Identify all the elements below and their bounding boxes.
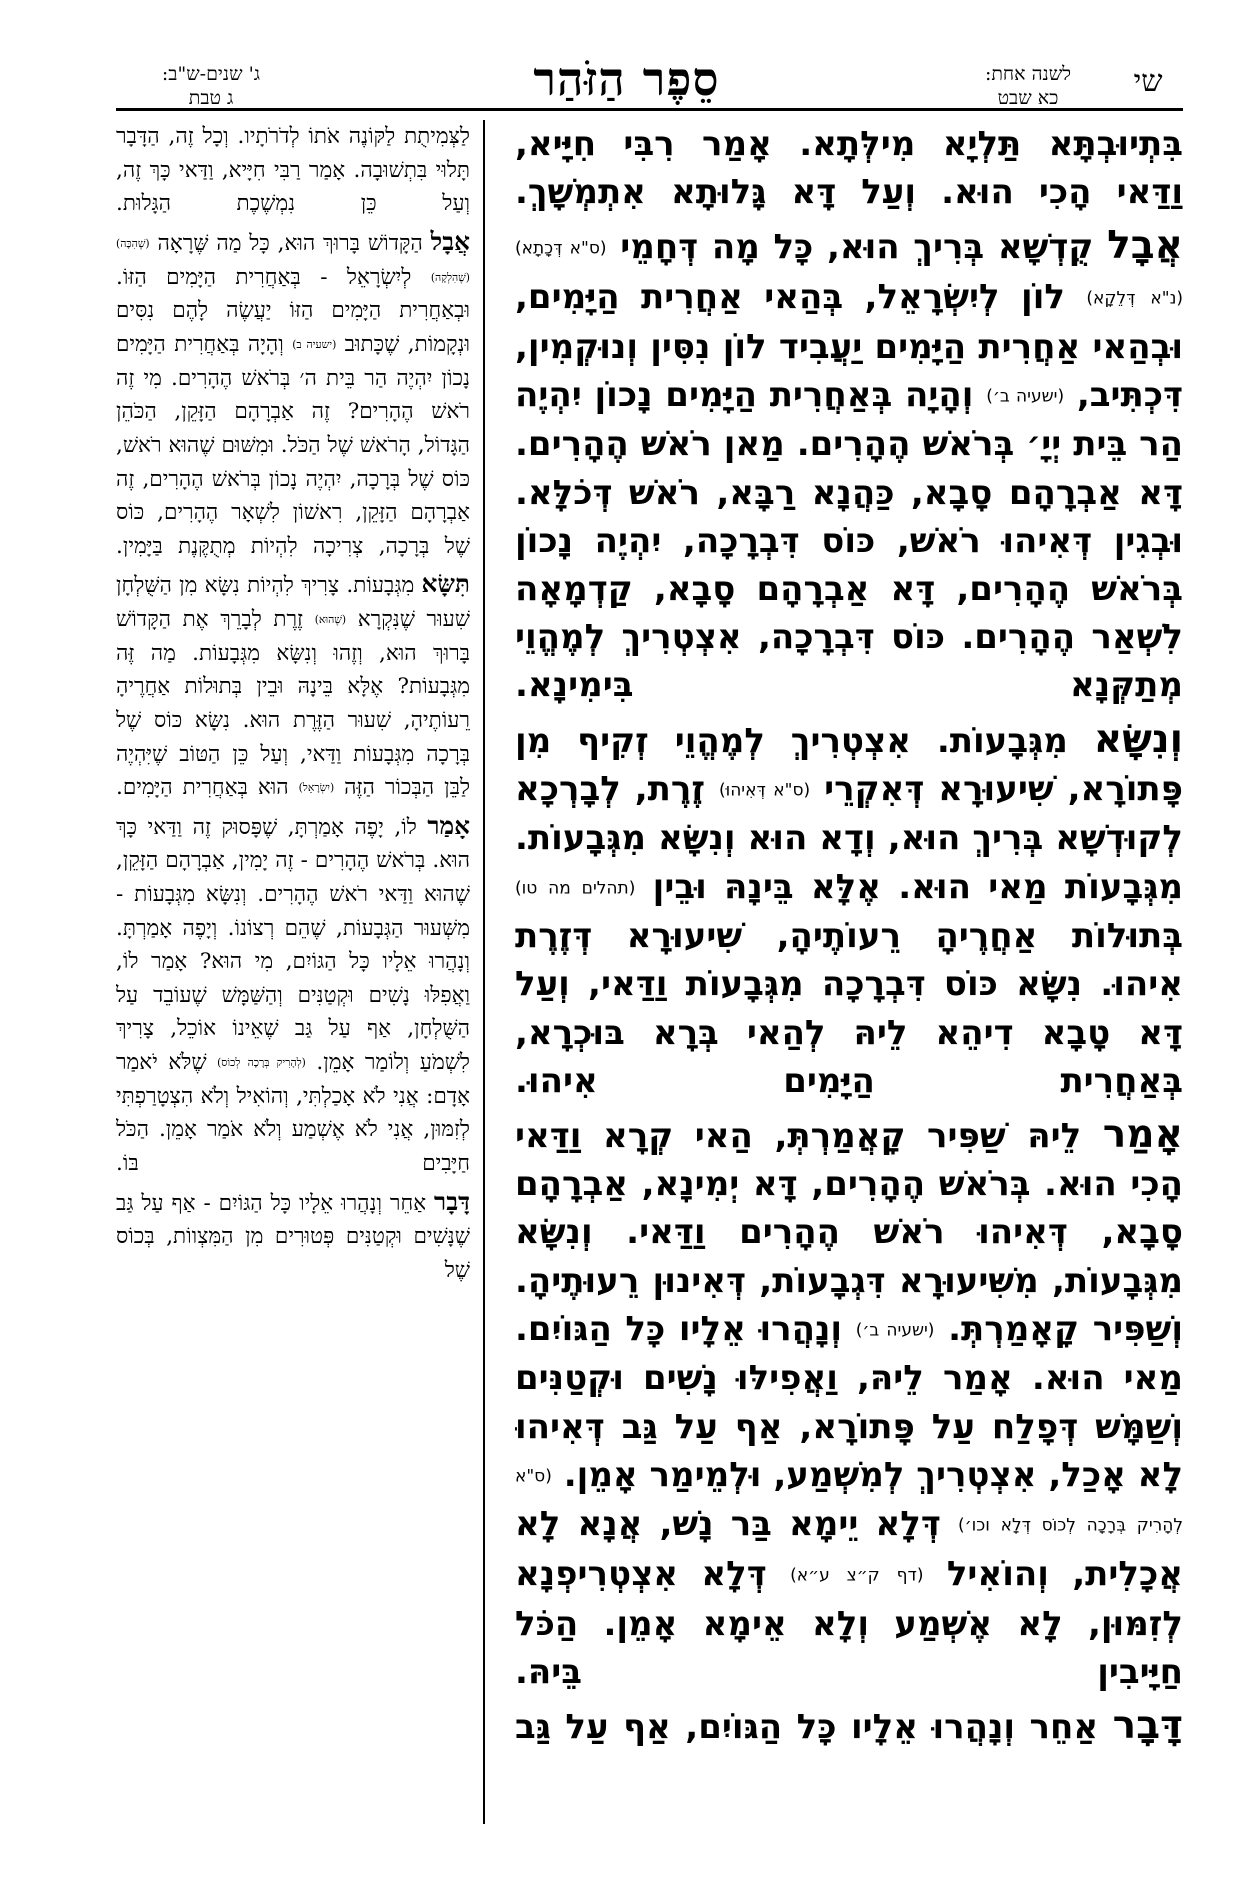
translation-text: לוֹ, יָפֶה אָמַרְתָּ, שֶׁפָּסוּק זֶה וַדַּאי כָּךְ הוּא. בְּרֹאשׁ הֶהָרִים - זֶה יָמִין, אַבְרָהָם הַזָּקֵן, שֶׁהוּא וַדַּאי רֹאשׁ הֶהָרִים. וְנִשָּׂא מִגְּבָעוֹת - מִשְּׁעוּר הַגְּבָעוֹת, שֶׁהֵם רְצוֹנוֹ. וְיָפֶה אָמַרְתָּ. וְנָהֲרוּ אֵלָיו כָּל הַגּוֹיִם, מִי הוּא? אָמַר לוֹ, וַאֲפִלּוּ נָשִׁים וּקְטַנִּים וְהַשַּׁמָּשׁ שֶׁעוֹבֵד עַל הַשֻּׁלְחָן, אַף עַל גַּב שֶׁאֵינוֹ אוֹכֵל, צָרִיךְ לִשְׁמֹעַ וְלוֹמַר אָמֵן. xyxy=(116,814,470,1076)
aramaic-column xyxy=(515,120,1183,1824)
verse-reference: (ישעיה ב) xyxy=(292,338,337,352)
variant-note: (ס"א דְּכָתָא) xyxy=(515,238,607,259)
main-text: קֻדְשָׁא בְּרִיךְ הוּא, כָּל מָה דְּחָמֵי xyxy=(620,227,1094,268)
column-divider xyxy=(483,120,485,1824)
page-number: שי xyxy=(1133,64,1163,99)
main-text: לֵיהּ שַׁפִּיר קָאֲמַרְתְּ, הַאי קְרָא וַדַּאי הָכִי הוּא. בְּרֹאשׁ הֶהָרִים, דָּא יְמִינָא, אַבְרָהָם סָבָא, דְּאִיהוּ רֹאשׁ הֶהָרִים וַדַּאי. וְנִשָּׂא מִגְּבָעוֹת, מִשִּׁיעוּרָא דִּגְבָעוֹת, דְּאִינוּן רֵעוּתֶיהָ. וְשַׁפִּיר קָאָמַרְתְּ. xyxy=(515,1116,1183,1349)
translation-text: וְהָיָה בְּאַחֲרִית הַיָּמִים נָכוֹן יִהְיֶה הַר בֵּית ה׳ בְּרֹאשׁ הֶהָרִים. מִי זֶה רֹאשׁ הֶהָרִים? זֶה אַבְרָהָם הַזָּקֵן, הַכֹּהֵן הַגָּדוֹל, הָרֹאשׁ שֶׁל הַכֹּל. וּמִשּׁוּם שֶׁהוּא רֹאשׁ, כּוֹס שֶׁל בְּרָכָה, יִהְיֶה נָכוֹן בְּרֹאשׁ הֶהָרִים, זֶה אַבְרָהָם הַזָּקֵן, רִאשׁוֹן לִשְׁאָר הֶהָרִים, כּוֹס שֶׁל בְּרָכָה, צְרִיכָה לִהְיוֹת מְתֻקֶּנֶת בַּיָּמִין. xyxy=(116,331,470,559)
main-paragraph-3 xyxy=(515,716,1183,1105)
opening-word: אֲבָל xyxy=(1107,223,1183,269)
header-rule xyxy=(116,108,1183,111)
translation-paragraph-1 xyxy=(116,120,470,221)
verse-reference: (ישעיה ב׳) xyxy=(986,386,1065,407)
main-text: בְּתוּלוֹת אַחֲרֶיהָ רֵעוֹתֶיהָ, שִׁיעוּרָא דְּזֶרֶת אִיהוּ. נִשָּׂא כּוֹס דִּבְרָכָה מִגְּבָעוֹת וַדַּאי, וְעַל דָּא טָבָא דִיהֵא לֵיהּ לְהַאי בְּרָא בּוּכְרָא, בְּאַחֲרִית הַיָּמִים אִיהוּ. xyxy=(515,916,1183,1101)
opening-word: אָמַר xyxy=(427,810,470,840)
main-text: דְּלָא יֵימָא בַּר נָשׁ, אֲנָא לָא אֲכָלִית, וְהוֹאִיל xyxy=(515,1504,1183,1595)
main-text: זֶרֶת, לְבָרְכָא לְקוּדְשָׁא בְּרִיךְ הוּא, וְדָא הוּא וְנִשָּׂא מִגְּבָעוֹת. מִגְּבָעוֹת מַאי הוּא. אֶלָּא בֵּינָהּ וּבֵין xyxy=(515,768,1183,907)
header-left-line2: ג טבת xyxy=(188,87,234,109)
opening-word: אֲבָל xyxy=(430,226,470,256)
variant-note: (שֶׁהוּא) xyxy=(314,613,347,627)
opening-word: אָמַר xyxy=(1102,1112,1183,1158)
main-paragraph-2 xyxy=(515,222,1183,709)
translation-text: שֶׁלֹּא יֹאמַר אָדָם: אֲנִי לֹא אָכַלְתִּי, וְהוֹאִיל וְלֹא הִצְטָרַפְתִּי לְזִמּוּן, אֲנִי לֹא אֶשְׁמַע וְלֹא אֹמַר אָמֵן. הַכֹּל חַיָּבִים בּוֹ. xyxy=(116,1050,470,1177)
hebrew-translation-column xyxy=(116,120,470,1824)
translation-paragraph-3 xyxy=(116,567,470,805)
main-text: מִגְּבָעוֹת. אִצְטְרִיךְ לְמֶהֱוֵי זְקִיף מִן פָּתוֹרָא, שִׁיעוּרָא דְּאִקְרֵי xyxy=(515,720,1183,809)
verse-reference: (תהלים מה טו) xyxy=(515,878,636,898)
opening-word: דָּבָר xyxy=(434,1186,470,1216)
translation-text: לַצְּמִיתֻת לַקּוֹנֶה אֹתוֹ לְדֹרֹתָיו. וְכָל זֶה, הַדָּבָר תָּלוּי בִּתְשׁוּבָה. אָמַר רַבִּי חִיָּיא, וַדַּאי כָּךְ זֶה, וְעַל כֵּן נִמְשֶׁכֶת הַגָּלוּת. xyxy=(116,124,470,217)
variant-note: (נ"א דְּלֵקָא) xyxy=(1086,288,1183,309)
translation-paragraph-2 xyxy=(116,225,470,564)
header-left-schedule xyxy=(116,62,306,110)
main-paragraph-4 xyxy=(515,1111,1183,1696)
main-text: בִּתְיוּבְתָּא תַּלְיָא מִילְּתָא. אָמַר רִבִּי חִיָּיא, וַדַּאי הָכִי הוּא. וְעַל דָּא גָּלוּתָא אִתְמְשָׁךְ. xyxy=(515,124,1183,213)
main-text: וְנָהֲרוּ אֵלָיו כָּל הַגּוֹיִם. מַאי הוּא. אָמַר לֵיהּ, וַאֲפִילּוּ נָשִׁים וּקְטַנִּים וְשַׁמָּשׁ דְּפָלַח עַל פָּתוֹרָא, אַף עַל גַּב דְּאִיהוּ לָא אָכַל, אִצְטְרִיךְ לְמִשְׁמַע, וּלְמֵימַר אָמֵן. xyxy=(515,1308,1183,1495)
translation-text: לְיִשְׂרָאֵל - בְּאַחֲרִית הַיָּמִים הַזּוֹ. וּבְאַחֲרִית הַיָּמִים הַזּוֹ יַעֲשֶׂה לָהֶם נִסִּים וּנְקָמוֹת, שֶׁכָּתוּב xyxy=(116,264,470,357)
variant-note: (יִשְׂרָאֵל) xyxy=(298,781,335,795)
header-left-line1: ג' שנים-ש"ב: xyxy=(161,63,261,85)
translation-paragraph-4 xyxy=(116,809,470,1181)
variant-note: (ס"א לְהָרִיק בְּרָכָה לְכוֹס דְּלָא וכו׳) xyxy=(515,1466,1183,1536)
main-paragraph-1 xyxy=(515,120,1183,216)
opening-word: תִּשָּׂא xyxy=(421,569,470,599)
variant-note: (לְהָרִיק בְּרָכָה לְכוֹס) xyxy=(217,1056,306,1070)
main-text: אַחֵר וְנָהֲרוּ אֵלָיו כָּל הַגּוֹיִם, אַף עַל גַּב xyxy=(515,1707,1099,1748)
main-text: דְּלָא אִצְטְרִיפְנָא לְזִמּוּן, לָא אֶשְׁמַע וְלָא אֵימָא אָמֵן. הַכֹּל חַיָּיבִין בֵּיהּ. xyxy=(515,1554,1183,1692)
verse-reference: (ישעיה ב׳) xyxy=(855,1320,935,1341)
variant-note: (שֶׁהִכָּה) (שֶׁהִלְקָה) xyxy=(116,236,470,284)
translation-paragraph-5 xyxy=(116,1185,470,1288)
main-text: לוֹן לְיִשְׂרָאֵל, בְּהַאי אַחֲרִית הַיָּמִים, וּבְהַאי אַחֲרִית הַיָּמִים יַעֲבִיד לוֹן נִסִּין וְנוּקְמִין, דִּכְתִּיב, xyxy=(515,277,1183,415)
header-right-line1: לשנה אחת: xyxy=(984,63,1072,85)
translation-text: אַחֵר וְנָהֲרוּ אֵלָיו כָּל הַגּוֹיִם - אַף עַל גַּב שֶׁנָּשִׁים וּקְטַנִּים פְּטוּרִים מִן הַמִּצְווֹת, בְּכוֹס שֶׁל xyxy=(116,1190,470,1283)
translation-text: זֶרֶת לְבָרֵךְ אֶת הַקָּדוֹשׁ בָּרוּךְ הוּא, וְזֶהוּ וְנִשָּׂא מִגְּבָעוֹת. מַה זֶּה מִגְּבָעוֹת? אֶלָּא בֵּינָהּ וּבֵין בְּתוּלוֹת אַחֲרֶיהָ רֵעוֹתֶיהָ, שִׁעוּר הַזֶּרֶת הוּא. נִשָּׂא כּוֹס שֶׁל בְּרָכָה מִגְּבָעוֹת וַדַּאי, וְעַל כֵּן הַטּוֹב שֶׁיִּהְיֶה לַבֵּן הַבְּכוֹר הַזֶּה xyxy=(116,606,470,801)
translation-text: מִגְּבָעוֹת. צָרִיךְ לִהְיוֹת נִשָּׂא מִן הַשֻּׁלְחָן שִׁעוּר שֶׁנִּקְרָא xyxy=(116,573,470,632)
translation-text: הוּא בְּאַחֲרִית הַיָּמִים. xyxy=(116,775,289,801)
header-right-line2: כא שבט xyxy=(997,87,1059,109)
page-title: סֵפֶר הַזֹּהַר xyxy=(533,52,720,106)
opening-word: וְנִשָּׂא xyxy=(1093,716,1183,762)
main-paragraph-5 xyxy=(515,1702,1183,1751)
main-text: וְהָיָה בְּאַחֲרִית הַיָּמִים נָכוֹן יִהְיֶה הַר בֵּית יְיָ׳ בְּרֹאשׁ הֶהָרִים. מַאן רֹאשׁ הֶהָרִים. דָּא אַבְרָהָם סָבָא, כַּהֲנָא רַבָּא, רֹאשׁ דְּכֹלָּא. וּבְגִין דְּאִיהוּ רֹאשׁ, כּוֹס דִּבְרָכָה, יִהְיֶה נָכוֹן בְּרֹאשׁ הֶהָרִים, דָּא אַבְרָהָם סָבָא, קַדְמָאָה לִשְׁאַר הֶהָרִים. כּוֹס דִּבְרָכָה, אִצְטְרִיךְ לְמֶהֱוֵי מְתַקְּנָא בִּימִינָא. xyxy=(515,374,1183,706)
folio-reference: (דף ק״צ ע״א) xyxy=(790,1565,924,1586)
variant-note: (ס"א דְּאִיהוּ) xyxy=(718,780,811,801)
translation-text: הַקָּדוֹשׁ בָּרוּךְ הוּא, כָּל מַה שֶּׁרָאָה xyxy=(157,230,423,256)
opening-word: דָּבָר xyxy=(1112,1703,1183,1749)
